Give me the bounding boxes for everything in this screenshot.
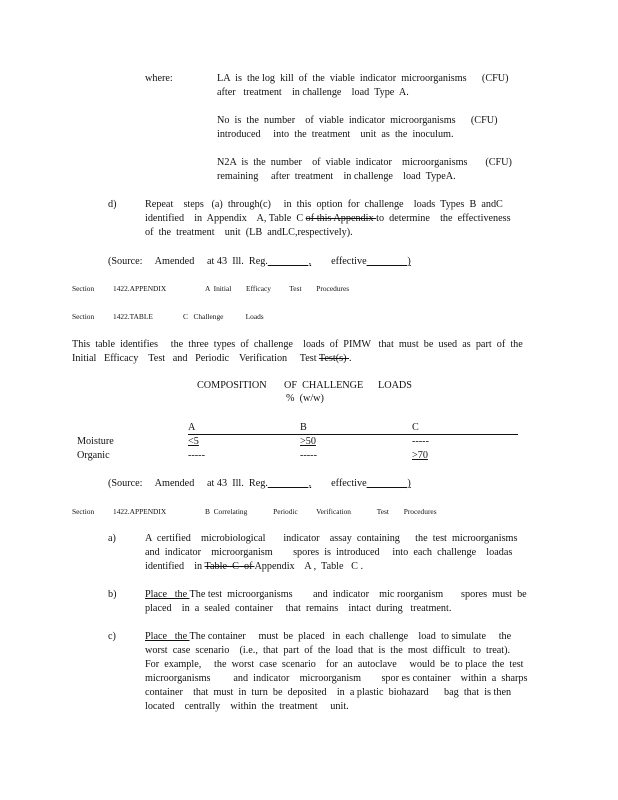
definition-line: remaining after treatment in challenge load TypeA. (217, 171, 456, 182)
struck-text: Test(s) (318, 353, 350, 364)
definition-line: LA is the log kill of the viable indicator microorganisms (CFU) (217, 73, 509, 84)
definition-line: after treatment in challenge load Type A. (217, 87, 409, 98)
paragraph-line: located centrally within the treatment unit. (145, 701, 349, 712)
paragraph-line: Repeat steps (a) through(c) in this option for challenge loads Types B andC (145, 199, 503, 210)
table-cell: ----- (300, 450, 317, 461)
step-d-marker: d) (108, 199, 117, 210)
column-header-c: C (412, 422, 419, 433)
section-title: B Correlating Periodic Verification Test Procedures (205, 507, 437, 516)
column-header-b: B (300, 422, 307, 433)
table-cell: ----- (188, 450, 205, 461)
text-span: effective (331, 478, 367, 489)
struck-text: Table C of (204, 561, 255, 572)
table-title-composition: COMPOSITION (197, 380, 267, 391)
definition-line: introduced into the treatment unit as the inoculum. (217, 129, 454, 140)
text-span: Appendix A , Table C . (254, 561, 364, 572)
paragraph-line: of the treatment unit (LB andLC,respectively). (145, 227, 353, 238)
item-b-marker: b) (108, 589, 117, 600)
source-note (108, 478, 411, 489)
paragraph-line: A certified microbiological indicator assay containing the test microorganisms (145, 533, 518, 544)
blank-field: ________) (366, 478, 411, 489)
paragraph-line (145, 589, 527, 600)
paragraph-line: This table identifies the three types of challenge loads of PIMW that must be used as part of the (72, 339, 523, 350)
paragraph-line (145, 561, 363, 572)
section-number: 1422.TABLE (113, 312, 153, 321)
text-span: (Source: Amended at 43 Ill. Reg. (108, 256, 268, 267)
section-number: 1422.APPENDIX (113, 507, 167, 516)
table-cell: <5 (188, 436, 199, 447)
paragraph-line (72, 353, 352, 364)
item-a-marker: a) (108, 533, 116, 544)
paragraph-line: microorganisms and indicator microorganism spor es container within a sharps (145, 673, 528, 684)
paragraph-line (145, 631, 511, 642)
blank-field: ________, (267, 256, 312, 267)
text-span: identified in (145, 561, 205, 572)
text-span: The test microorganisms and indicator mic roorganism spores must be (189, 589, 527, 600)
struck-text: of this Appendix (305, 213, 377, 224)
row-label-organic: Organic (77, 450, 110, 461)
paragraph-line: For example, the worst case scenario for an autoclave would be to place the test (145, 659, 524, 670)
table-subtitle: % (w/w) (286, 393, 324, 404)
table-title-loads: LOADS (378, 380, 412, 391)
section-label: Section (72, 312, 95, 321)
section-label: Section (72, 507, 95, 516)
text-span: to determine the effectiveness (376, 213, 511, 224)
table-header-rule (188, 434, 518, 435)
row-label-moisture: Moisture (77, 436, 114, 447)
text-span: Initial Efficacy Test and Periodic Verification Test (72, 353, 319, 364)
text-span: . (349, 353, 352, 364)
source-note (108, 256, 411, 267)
paragraph-line: worst case scenario (i.e., that part of the load that is the most difficult to treat). (145, 645, 511, 656)
paragraph-line: and indicator microorganism spores is introduced into each challenge loadas (145, 547, 513, 558)
paragraph-line (145, 213, 511, 224)
text-span: effective (331, 256, 367, 267)
text-span: identified in Appendix A, Table C (145, 213, 306, 224)
definition-line: No is the number of viable indicator microorganisms (CFU) (217, 115, 498, 126)
table-cell: >50 (300, 436, 316, 447)
inserted-text: Place the (145, 631, 190, 642)
section-number: 1422.APPENDIX (113, 284, 167, 293)
blank-field: ________) (366, 256, 411, 267)
table-cell: ----- (412, 436, 429, 447)
blank-field: ________, (267, 478, 312, 489)
item-c-marker: c) (108, 631, 116, 642)
paragraph-line: placed in a sealed container that remains intact during treatment. (145, 603, 452, 614)
section-title: A Initial Efficacy Test Procedures (205, 284, 350, 293)
where-label: where: (145, 73, 173, 84)
column-header-a: A (188, 422, 196, 433)
definition-line: N2A is the number of viable indicator microorganisms (CFU) (217, 157, 512, 168)
text-span: (Source: Amended at 43 Ill. Reg. (108, 478, 268, 489)
table-title-challenge: OF CHALLENGE (284, 380, 364, 391)
section-label: Section (72, 284, 95, 293)
paragraph-line: container that must in turn be deposited in a plastic biohazard bag that is then (145, 687, 512, 698)
section-title: C Challenge Loads (183, 312, 264, 321)
inserted-text: Place the (145, 589, 190, 600)
text-span: The container must be placed in each challenge load to simulate the (189, 631, 512, 642)
table-cell: >70 (412, 450, 428, 461)
